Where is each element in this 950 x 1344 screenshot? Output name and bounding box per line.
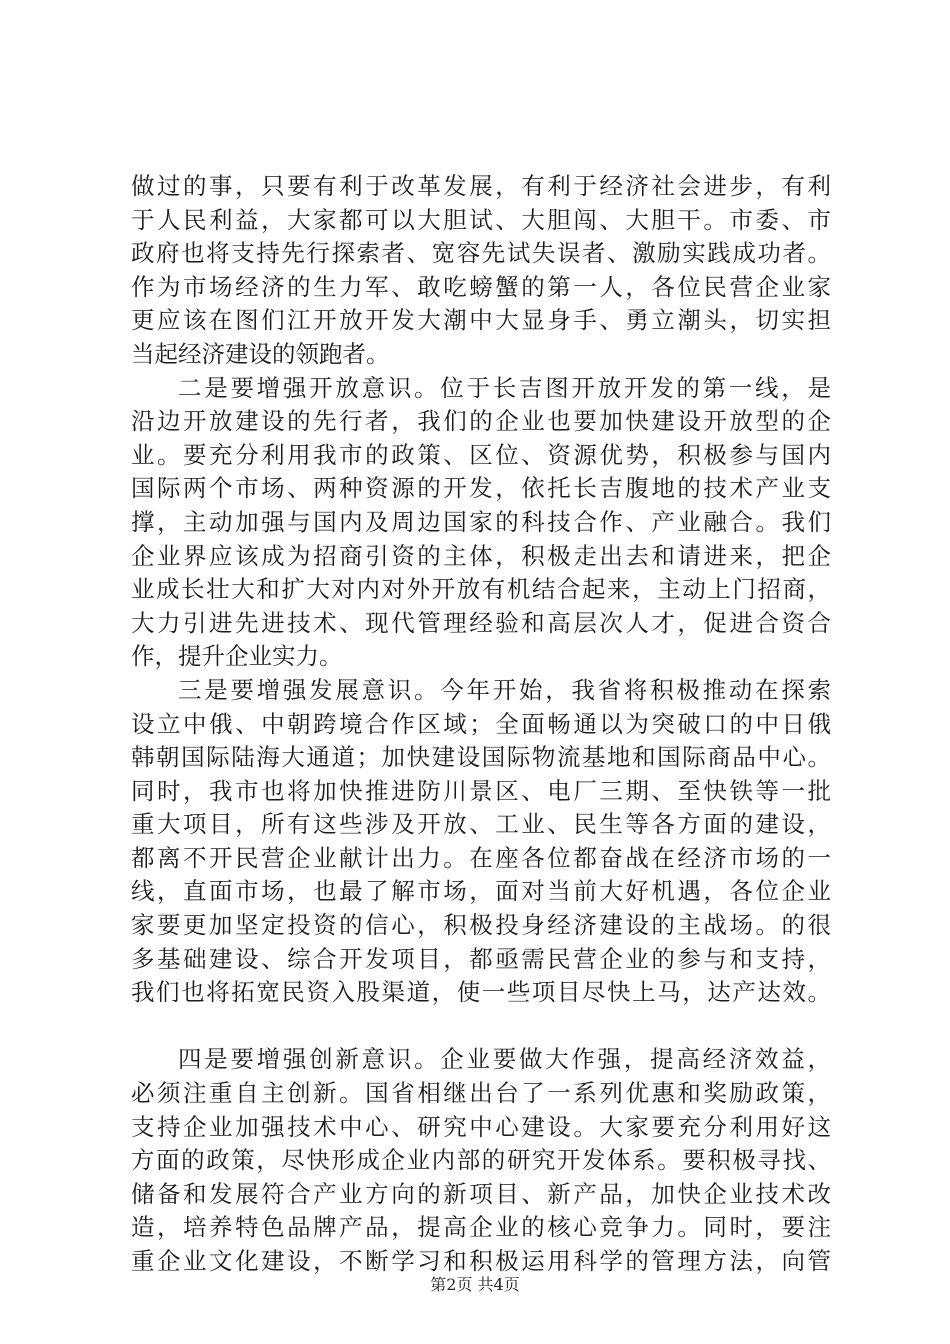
- text-line: 重大项目，所有这些涉及开放、工业、民生等各方面的建设，: [131, 810, 831, 839]
- text-line: 更应该在图们江开放开发大潮中大显身手、勇立潮头，切实担: [131, 306, 831, 335]
- text-line: 做过的事，只要有利于改革发展，有利于经济社会进步，有利: [131, 172, 831, 200]
- text-line: 同时，我市也将加快推进防川景区、电厂三期、至快铁等一批: [131, 776, 831, 805]
- text-line: 作，提升企业实力。: [131, 642, 343, 671]
- text-line: 业。要充分利用我市的政策、区位、资源优势，积极参与国内: [131, 440, 831, 469]
- body-text: [131, 170, 831, 1279]
- page-number: 第2页 共4页: [430, 1275, 520, 1294]
- text-line: 沿边开放建设的先行者，我们的企业也要加快建设开放型的企: [131, 407, 831, 436]
- paragraph-start-line: 二是要增强开放意识。位于长吉图开放开发的第一线，是: [178, 373, 831, 402]
- paragraph-start-line: 四是要增强创新意识。企业要做大作强，提高经济效益，: [178, 1045, 831, 1074]
- text-line: 必须注重自主创新。国省相继出台了一系列优惠和奖励政策，: [131, 1079, 831, 1108]
- text-line: 多基础建设、综合开发项目，都亟需民营企业的参与和支持，: [131, 944, 831, 973]
- text-line: 设立中俄、中朝跨境合作区域；全面畅通以为突破口的中日俄: [131, 709, 831, 738]
- text-line: 我们也将拓宽民资入股渠道，使一些项目尽快上马，达产达效。: [131, 978, 831, 1007]
- text-line: 储备和发展符合产业方向的新项目、新产品，加快企业技术改: [131, 1179, 831, 1208]
- text-line: 国际两个市场、两种资源的开发，依托长吉腹地的技术产业支: [131, 474, 831, 503]
- text-line: 家要更加坚定投资的信心，积极投身经济建设的主战场。的很: [131, 911, 831, 940]
- text-line: 政府也将支持先行探索者、宽容先试失误者、激励实践成功者。: [131, 239, 831, 268]
- text-line: 当起经济建设的领跑者。: [131, 339, 390, 368]
- text-line: 都离不开民营企业献计出力。在座各位都奋战在经济市场的一: [131, 843, 831, 872]
- text-line: 方面的政策，尽快形成企业内部的研究开发体系。要积极寻找、: [131, 1146, 831, 1175]
- text-line: 业成长壮大和扩大对内对外开放有机结合起来，主动上门招商，: [131, 575, 831, 604]
- text-line: 大力引进先进技术、现代管理经验和高层次人才，促进合资合: [131, 608, 831, 637]
- paragraph-gap: [131, 1010, 831, 1044]
- text-line: 重企业文化建设，不断学习和积极运用科学的管理方法，向管: [131, 1247, 831, 1275]
- text-line: 企业界应该成为招商引资的主体，积极走出去和请进来，把企: [131, 541, 831, 570]
- text-line: 支持企业加强技术中心、研究中心建设。大家要充分利用好这: [131, 1112, 831, 1141]
- text-line: 作为市场经济的生力军、敢吃螃蟹的第一人，各位民营企业家: [131, 272, 831, 301]
- text-line: 线，直面市场，也最了解市场，面对当前大好机遇，各位企业: [131, 877, 831, 906]
- text-line: 于人民利益，大家都可以大胆试、大胆闯、大胆干。市委、市: [131, 205, 831, 234]
- text-line: 造，培养特色品牌产品，提高企业的核心竞争力。同时，要注: [131, 1213, 831, 1242]
- text-line: 韩朝国际陆海大通道；加快建设国际物流基地和国际商品中心。: [131, 743, 831, 772]
- paragraph-start-line: 三是要增强发展意识。今年开始，我省将积极推动在探索: [178, 675, 831, 704]
- text-line: 撑，主动加强与国内及周边国家的科技合作、产业融合。我们: [131, 507, 831, 536]
